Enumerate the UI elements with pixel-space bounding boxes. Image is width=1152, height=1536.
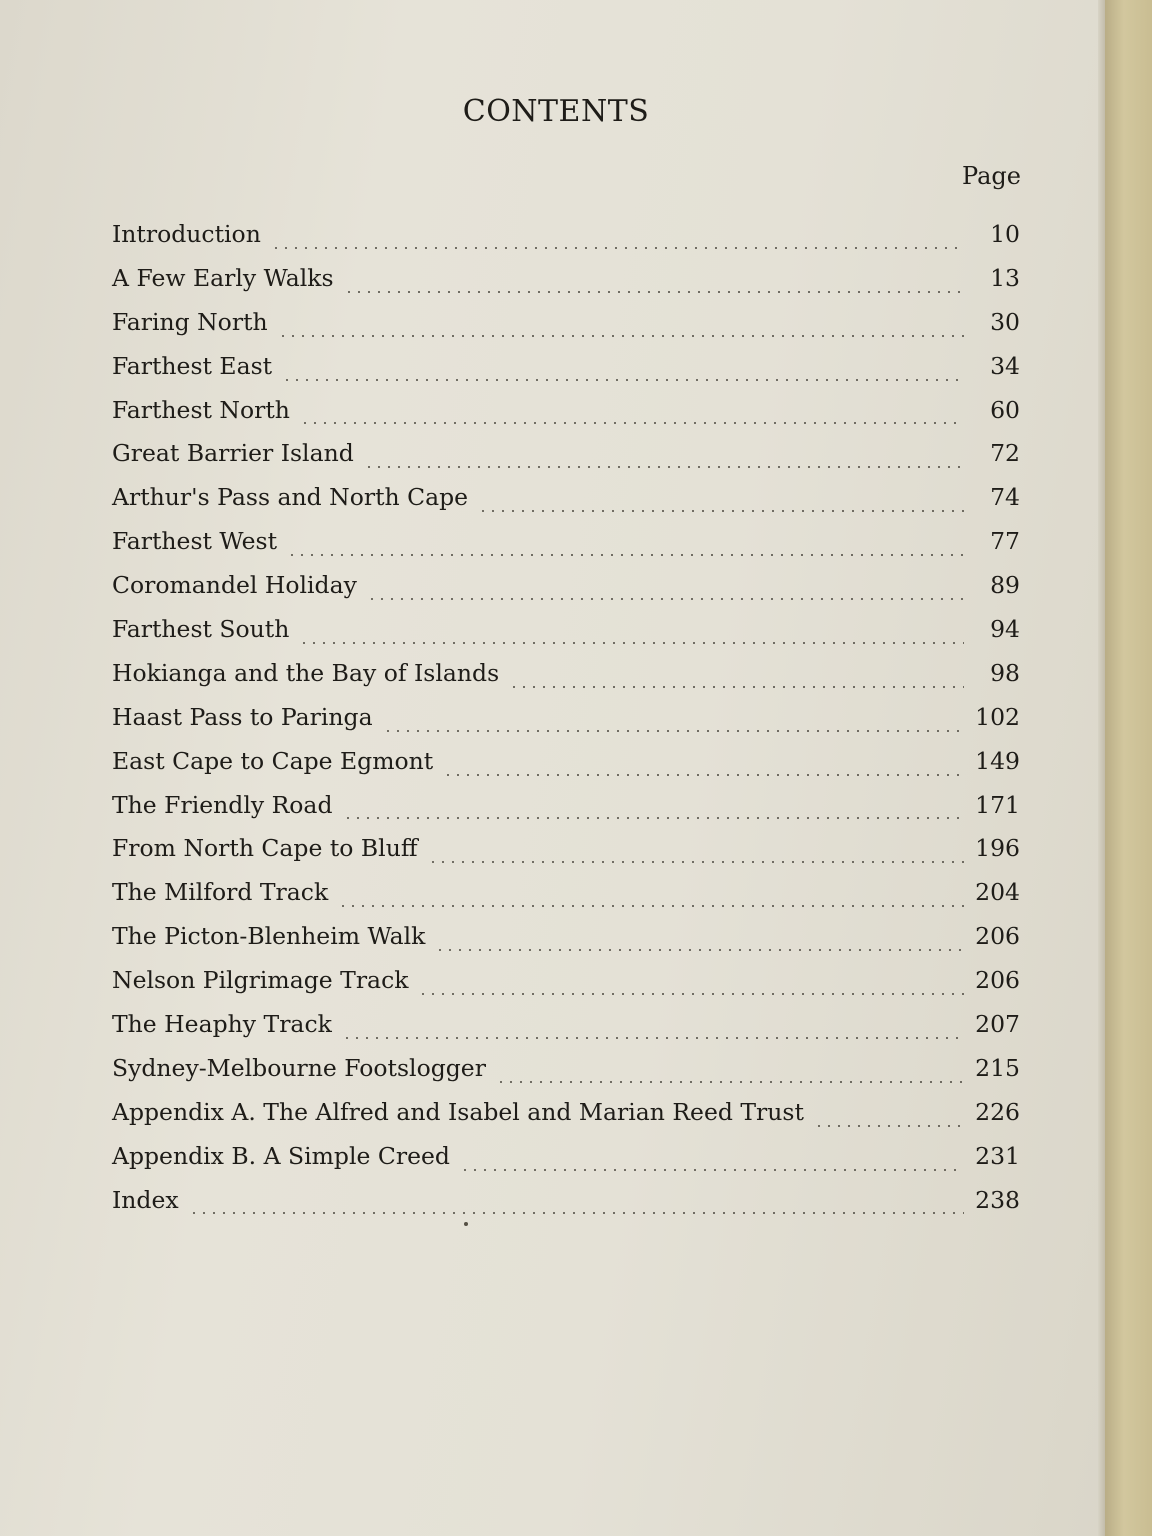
dot-leader bbox=[496, 1080, 964, 1084]
dot-leader bbox=[435, 948, 964, 952]
dot-leader bbox=[418, 992, 964, 996]
toc-entry-title: East Cape to Cape Egmont bbox=[112, 746, 434, 775]
dot-leader bbox=[189, 1211, 964, 1215]
page-column-label: Page bbox=[962, 162, 1021, 190]
toc-entry bbox=[112, 834, 1020, 878]
toc-entry-page: 238 bbox=[975, 1185, 1020, 1214]
dot-leader bbox=[282, 378, 964, 382]
dot-leader bbox=[344, 290, 964, 294]
toc-entry-page: 196 bbox=[975, 834, 1020, 863]
toc-entry-page: 13 bbox=[990, 263, 1020, 292]
toc-entry-page: 206 bbox=[975, 922, 1020, 951]
toc-entry-page: 171 bbox=[975, 790, 1020, 819]
toc-entry-page: 231 bbox=[975, 1141, 1020, 1170]
toc-entry bbox=[112, 483, 1020, 527]
toc-entry-title: Farthest North bbox=[112, 395, 290, 424]
dot-leader bbox=[342, 1036, 964, 1040]
toc-entry-title: Great Barrier Island bbox=[112, 439, 354, 468]
toc-entry bbox=[112, 966, 1020, 1010]
toc-entry bbox=[112, 1010, 1020, 1054]
toc-entry-page: 34 bbox=[990, 351, 1020, 380]
toc-entry-page: 30 bbox=[990, 307, 1020, 336]
toc-entry-page: 102 bbox=[975, 702, 1020, 731]
toc-entry-page: 206 bbox=[975, 966, 1020, 995]
toc-entry-page: 215 bbox=[975, 1053, 1020, 1082]
toc-entry bbox=[112, 747, 1020, 791]
toc-entry-page: 226 bbox=[975, 1097, 1020, 1126]
toc-entry bbox=[112, 659, 1020, 703]
toc-entry-page: 77 bbox=[990, 527, 1020, 556]
toc-entry bbox=[112, 571, 1020, 615]
toc-entry-title: Nelson Pilgrimage Track bbox=[112, 966, 409, 995]
page-title: CONTENTS bbox=[462, 94, 650, 130]
toc-entry bbox=[112, 1098, 1020, 1142]
toc-entry-title: The Milford Track bbox=[112, 878, 329, 907]
toc-entry-title: Hokianga and the Bay of Islands bbox=[112, 658, 500, 687]
toc-entry-page: 98 bbox=[990, 658, 1020, 687]
toc-entry-title: Haast Pass to Paringa bbox=[112, 702, 373, 731]
dot-leader bbox=[299, 641, 964, 645]
toc-entry-title: The Heaphy Track bbox=[112, 1010, 332, 1039]
toc-entry-page: 60 bbox=[990, 395, 1020, 424]
dot-leader bbox=[478, 509, 964, 513]
toc-entry-title: Index bbox=[112, 1185, 179, 1214]
dot-leader bbox=[287, 553, 964, 557]
toc-entry bbox=[112, 1142, 1020, 1186]
dot-leader bbox=[343, 816, 965, 820]
dot-leader bbox=[443, 773, 964, 777]
toc-entry bbox=[112, 703, 1020, 747]
toc-entry bbox=[112, 615, 1020, 659]
dot-leader bbox=[509, 685, 964, 689]
toc-entry bbox=[112, 439, 1020, 483]
toc-entry-title: Arthur's Pass and North Cape bbox=[112, 483, 469, 512]
toc-entry bbox=[112, 791, 1020, 835]
dot-leader bbox=[428, 860, 964, 864]
toc-entry bbox=[112, 527, 1020, 571]
toc-entry bbox=[112, 264, 1020, 308]
toc-entry-title: A Few Early Walks bbox=[112, 263, 334, 292]
toc-entry-page: 207 bbox=[975, 1010, 1020, 1039]
dot-leader bbox=[460, 1168, 964, 1172]
toc-entry-page: 204 bbox=[975, 878, 1020, 907]
contents-list bbox=[112, 220, 1020, 1229]
dot-leader bbox=[814, 1124, 964, 1128]
dot-leader bbox=[338, 904, 964, 908]
toc-entry-page: 149 bbox=[975, 746, 1020, 775]
toc-entry-title: Appendix B. A Simple Creed bbox=[112, 1141, 450, 1170]
toc-entry-page: 74 bbox=[990, 483, 1020, 512]
toc-entry-title: Appendix A. The Alfred and Isabel and Marian Reed Trust bbox=[112, 1097, 804, 1126]
toc-entry-title: Farthest West bbox=[112, 527, 278, 556]
dot-leader bbox=[383, 729, 964, 733]
toc-entry-page: 89 bbox=[990, 571, 1020, 600]
toc-entry bbox=[112, 878, 1020, 922]
toc-entry-title: The Picton-Blenheim Walk bbox=[112, 922, 426, 951]
dot-leader bbox=[300, 421, 964, 425]
book-spine bbox=[1105, 0, 1152, 1536]
page-edge bbox=[1098, 0, 1105, 1536]
toc-entry-title: Sydney-Melbourne Footslogger bbox=[112, 1053, 486, 1082]
toc-entry bbox=[112, 220, 1020, 264]
print-speck bbox=[464, 1222, 468, 1226]
toc-entry-title: The Friendly Road bbox=[112, 790, 333, 819]
toc-entry bbox=[112, 1186, 1020, 1230]
toc-entry-page: 72 bbox=[990, 439, 1020, 468]
toc-entry-title: From North Cape to Bluff bbox=[112, 834, 418, 863]
dot-leader bbox=[271, 246, 964, 250]
toc-entry bbox=[112, 352, 1020, 396]
dot-leader bbox=[278, 334, 964, 338]
toc-entry bbox=[112, 1054, 1020, 1098]
toc-entry-title: Introduction bbox=[112, 220, 261, 248]
toc-entry bbox=[112, 308, 1020, 352]
toc-entry-title: Farthest East bbox=[112, 351, 273, 380]
toc-entry bbox=[112, 922, 1020, 966]
toc-entry-page: 10 bbox=[990, 220, 1020, 248]
toc-entry-title: Farthest South bbox=[112, 615, 290, 644]
toc-entry bbox=[112, 396, 1020, 440]
dot-leader bbox=[364, 465, 964, 469]
dot-leader bbox=[367, 597, 964, 601]
toc-entry-title: Coromandel Holiday bbox=[112, 571, 357, 600]
toc-entry-title: Faring North bbox=[112, 307, 268, 336]
toc-entry-page: 94 bbox=[990, 615, 1020, 644]
